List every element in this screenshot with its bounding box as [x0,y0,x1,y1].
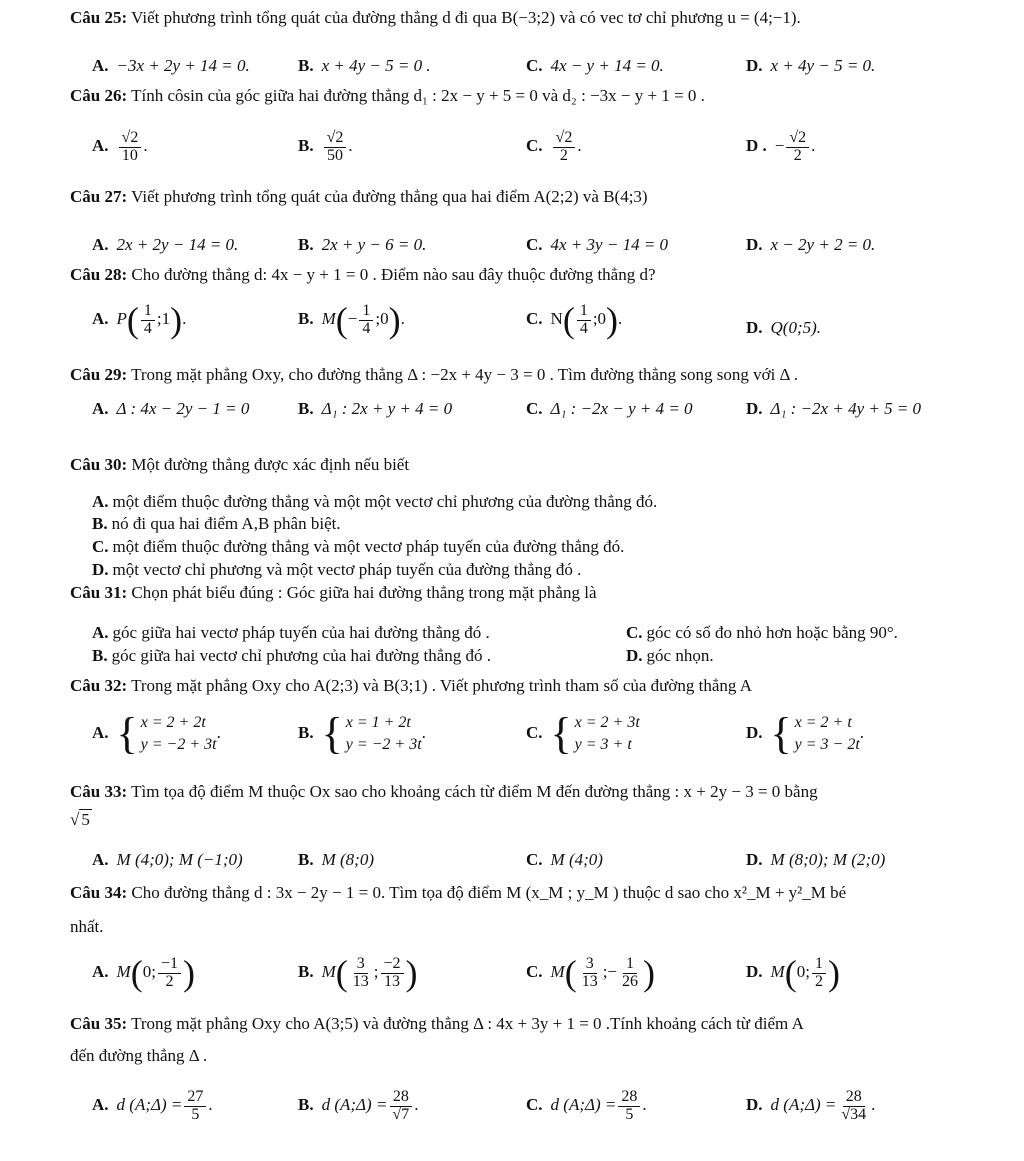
q30-option-a[interactable]: A. một điểm thuộc đường thẳng và một một vectơ chỉ phương của đường thẳng đó. [92,492,658,511]
q35-option-b[interactable]: B. d (A;Δ) = $\frac{28}{√7}$ . [298,1088,419,1123]
q35-option-c[interactable]: C. d (A;Δ) = $\frac{28}{5}$ . [526,1088,647,1123]
q35-option-d[interactable]: D. d (A;Δ) = $\frac{28}{√34}$ . [746,1088,876,1123]
q32-option-c[interactable]: C. { x = 2 + 3t y = 3 + t [526,709,640,758]
q32-option-b[interactable]: B. { x = 1 + 2t y = −2 + 3t . [298,709,426,758]
question-text: Viết phương trình tổng quát của đường thẳng d đi qua B(−3;2) và có vec tơ chỉ phương u = (4;−1). [131,8,801,27]
question-number: Câu 27: [70,187,128,206]
q31-option-b[interactable]: B. góc giữa hai vectơ chỉ phương của hai đường thẳng đó . [92,646,491,665]
question-31 [70,583,597,603]
q35-option-a[interactable]: A. d (A;Δ) = $\frac{27}{5}$ . [92,1088,213,1123]
q28-option-c[interactable]: C. N( $\frac{1}{4}$ ;0). [526,300,623,340]
question-34-cont: nhất. [70,917,104,936]
q31-option-c[interactable]: C. góc có số đo nhỏ hơn hoặc bằng 90°. [626,623,898,642]
q28-option-d[interactable]: D. Q(0;5). [746,318,822,337]
q30-option-c[interactable]: C. một điểm thuộc đường thẳng và một vectơ pháp tuyến của đường thẳng đó. [92,537,625,556]
q33-option-a[interactable]: A. M (4;0); M (−1;0) [92,850,243,869]
question-25 [70,8,801,28]
q31-option-d[interactable]: D. góc nhọn. [626,646,714,665]
question-text: Trong mặt phẳng Oxy, cho đường thẳng Δ : −2x + 4y − 3 = 0 . Tìm đường thẳng song song với Δ . [131,365,799,384]
question-34 [70,883,846,903]
q25-option-d[interactable]: D. x + 4y − 5 = 0. [746,56,876,75]
q33-option-c[interactable]: C. M (4;0) [526,850,603,869]
q33-option-d[interactable]: D. M (8;0); M (2;0) [746,850,886,869]
q25-option-b[interactable]: B. x + 4y − 5 = 0 . [298,56,431,75]
question-text: Trong mặt phẳng Oxy cho A(2;3) và B(3;1) . Viết phương trình tham số của đường thẳng A [131,676,752,695]
question-27 [70,187,648,207]
q34-option-d[interactable]: D. M(0; $\frac{1}{2}$ ) [746,953,840,993]
q28-option-a[interactable]: A. P( $\frac{1}{4}$ ;1). [92,300,187,340]
q26-option-b[interactable]: B. $\frac{√2}{50}$ . [298,129,353,164]
q29-option-d[interactable]: D. Δ₁ : −2x + 4y + 5 = 0 [746,399,922,418]
q34-option-a[interactable]: A. M(0; $\frac{-1}{2}$ ) [92,953,195,993]
q25-option-c[interactable]: C. 4x − y + 14 = 0. [526,56,664,75]
question-33 [70,782,818,802]
q33-sqrt: √ 5 [70,810,90,829]
question-28 [70,265,656,285]
q31-option-a[interactable]: A. góc giữa hai vectơ pháp tuyến của hai đường thẳng đó . [92,623,490,642]
question-number: Câu 31: [70,583,128,602]
question-number: Câu 29: [70,365,128,384]
q29-option-c[interactable]: C. Δ₁ : −2x − y + 4 = 0 [526,399,693,418]
q32-option-a[interactable]: A. { x = 2 + 2t y = −2 + 3t . [92,709,221,758]
q26-option-a[interactable]: A. $\frac{√2}{10}$ . [92,129,148,164]
question-number: Câu 25: [70,8,128,27]
question-text: Viết phương trình tổng quát của đường thẳng qua hai điểm A(2;2) và B(4;3) [131,187,648,206]
q30-option-d[interactable]: D. một vectơ chỉ phương và một vectơ pháp tuyến của đường thẳng đó . [92,560,582,579]
question-text: Tính côsin của góc giữa hai đường thẳng d₁ : 2x − y + 5 = 0 và d₂ : −3x − y + 1 = 0 . [131,86,705,105]
q26-option-d[interactable]: D . − $\frac{√2}{2}$ . [746,129,816,164]
question-32 [70,676,752,696]
question-text: Chọn phát biểu đúng : Góc giữa hai đường thẳng trong mặt phẳng là [131,583,597,602]
question-text: Một đường thẳng được xác định nếu biết [131,455,410,474]
question-number: Câu 32: [70,676,128,695]
q28-option-b[interactable]: B. M(− $\frac{1}{4}$ ;0). [298,300,405,340]
question-35 [70,1014,804,1034]
q27-option-c[interactable]: C. 4x + 3y − 14 = 0 [526,235,669,254]
question-number: Câu 26: [70,86,128,105]
q29-option-a[interactable]: A. Δ : 4x − 2y − 1 = 0 [92,399,250,418]
q32-option-d[interactable]: D. { x = 2 + t y = 3 − 2t . [746,709,865,758]
q33-option-b[interactable]: B. M (8;0) [298,850,374,869]
q26-option-c[interactable]: C. $\frac{√2}{2}$ . [526,129,582,164]
q29-option-b[interactable]: B. Δ₁ : 2x + y + 4 = 0 [298,399,453,418]
question-text: Tìm tọa độ điểm M thuộc Ox sao cho khoảng cách từ điểm M đến đường thẳng : x + 2y − 3 = 0 bằng [131,782,818,801]
question-number: Câu 30: [70,455,128,474]
q34-option-b[interactable]: B. M( $\frac{3}{13}$ ; $\frac{-2}{13}$ ) [298,953,418,993]
question-text: Cho đường thẳng d: 4x − y + 1 = 0 . Điểm nào sau đây thuộc đường thẳng d? [131,265,656,284]
question-29 [70,365,798,385]
question-text: Trong mặt phẳng Oxy cho A(3;5) và đường thẳng Δ : 4x + 3y + 1 = 0 .Tính khoảng cách từ điểm A [131,1014,804,1033]
question-text: Cho đường thẳng d : 3x − 2y − 1 = 0. Tìm tọa độ điểm M (x_M ; y_M ) thuộc d sao cho x²_M + y²_M bé [131,883,847,902]
q27-option-a[interactable]: A. 2x + 2y − 14 = 0. [92,235,239,254]
q30-option-b[interactable]: B. nó đi qua hai điểm A,B phân biệt. [92,514,341,533]
question-number: Câu 28: [70,265,128,284]
question-number: Câu 34: [70,883,128,902]
q27-option-b[interactable]: B. 2x + y − 6 = 0. [298,235,427,254]
q34-option-c[interactable]: C. M( $\frac{3}{13}$ ;− $\frac{1}{26}$ ) [526,953,656,993]
question-number: Câu 33: [70,782,128,801]
q27-option-d[interactable]: D. x − 2y + 2 = 0. [746,235,876,254]
question-30 [70,455,409,475]
question-26 [70,86,705,106]
question-number: Câu 35: [70,1014,128,1033]
question-35-cont: đến đường thẳng Δ . [70,1046,208,1065]
q25-option-a[interactable]: A. −3x + 2y + 14 = 0. [92,56,250,75]
